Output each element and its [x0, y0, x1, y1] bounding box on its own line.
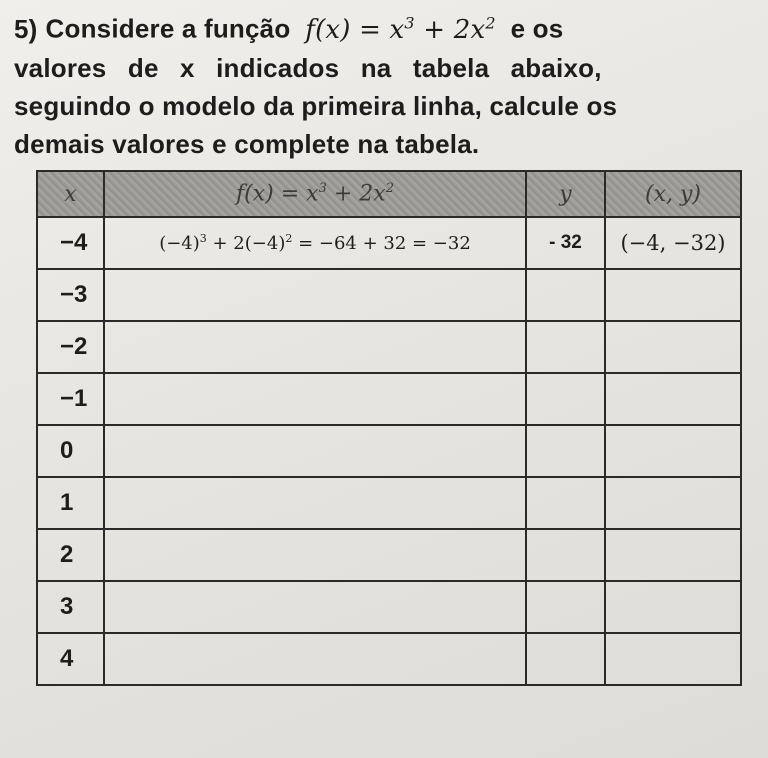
cell-x: 3 — [37, 581, 104, 633]
cell-x: −3 — [37, 269, 104, 321]
header-x: x — [37, 171, 104, 217]
cell-y-blank[interactable] — [526, 529, 605, 581]
cell-y-blank[interactable] — [526, 321, 605, 373]
cell-function-calculation — [104, 217, 526, 269]
table-row — [37, 633, 741, 685]
cell-x: −4 — [37, 217, 104, 269]
cell-x: −2 — [37, 321, 104, 373]
function-lhs: f(x) = x — [305, 14, 405, 45]
cell-pair-blank[interactable] — [605, 373, 741, 425]
cell-x: 2 — [37, 529, 104, 581]
calc-exp-3: 3 — [199, 232, 207, 245]
table-row — [37, 529, 741, 581]
calc-part-3: = −64 + 32 = −32 — [292, 233, 471, 254]
header-function-exp-2: 2 — [385, 181, 394, 197]
cell-function-blank[interactable] — [104, 477, 526, 529]
cell-function-blank[interactable] — [104, 529, 526, 581]
cell-pair: (−4, −32) — [605, 217, 741, 269]
question-line-3: seguindo o modelo da primeira linha, calcule os — [14, 90, 618, 121]
header-pair: (x, y) — [605, 171, 741, 217]
question-line-1 — [14, 4, 754, 49]
calc-part-2: + 2(−4) — [206, 233, 286, 254]
cell-x: 4 — [37, 633, 104, 685]
cell-function-blank[interactable] — [104, 373, 526, 425]
function-exponent-3: 3 — [404, 13, 415, 32]
question-line-4: demais valores e complete na tabela. — [14, 128, 480, 159]
cell-y-blank[interactable] — [526, 425, 605, 477]
question-intro: Considere a função — [45, 13, 291, 44]
values-table — [36, 170, 742, 686]
question-line-1-tail: e os — [510, 13, 564, 44]
table-row — [37, 425, 741, 477]
cell-y-blank[interactable] — [526, 477, 605, 529]
cell-function-blank[interactable] — [104, 633, 526, 685]
function-definition — [305, 15, 495, 45]
header-function — [104, 171, 526, 217]
header-function-mid: + 2x — [326, 181, 386, 207]
cell-pair-blank[interactable] — [605, 581, 741, 633]
cell-pair-blank[interactable] — [605, 321, 741, 373]
function-exponent-2: 2 — [485, 13, 496, 32]
table-body — [37, 217, 741, 685]
cell-function-blank[interactable] — [104, 425, 526, 477]
header-function-exp-3: 3 — [318, 181, 327, 197]
table-row — [37, 373, 741, 425]
question-line-2: valores de x indicados na tabela abaixo, — [14, 52, 602, 83]
table-row — [37, 477, 741, 529]
question-number: 5) — [14, 13, 38, 44]
table-row — [37, 269, 741, 321]
question-text — [14, 4, 754, 163]
cell-function-blank[interactable] — [104, 581, 526, 633]
cell-y-blank[interactable] — [526, 633, 605, 685]
table-row — [37, 581, 741, 633]
cell-function-blank[interactable] — [104, 269, 526, 321]
cell-function-blank[interactable] — [104, 321, 526, 373]
table-row — [37, 321, 741, 373]
header-function-base: f(x) = x — [236, 181, 319, 207]
header-y: y — [526, 171, 605, 217]
cell-pair-blank[interactable] — [605, 425, 741, 477]
calc-part-1: (−4) — [159, 233, 200, 254]
table-header-row — [37, 171, 741, 217]
cell-y-blank[interactable] — [526, 269, 605, 321]
cell-pair-blank[interactable] — [605, 477, 741, 529]
cell-x: 0 — [37, 425, 104, 477]
calc-exp-2: 2 — [285, 232, 293, 245]
cell-x: −1 — [37, 373, 104, 425]
function-mid: + 2x — [414, 14, 486, 45]
cell-y-blank[interactable] — [526, 581, 605, 633]
cell-pair-blank[interactable] — [605, 529, 741, 581]
cell-x: 1 — [37, 477, 104, 529]
cell-pair-blank[interactable] — [605, 633, 741, 685]
table-row-example — [37, 217, 741, 269]
cell-pair-blank[interactable] — [605, 269, 741, 321]
cell-y: - 32 — [526, 217, 605, 269]
cell-y-blank[interactable] — [526, 373, 605, 425]
values-table-container — [36, 170, 740, 686]
